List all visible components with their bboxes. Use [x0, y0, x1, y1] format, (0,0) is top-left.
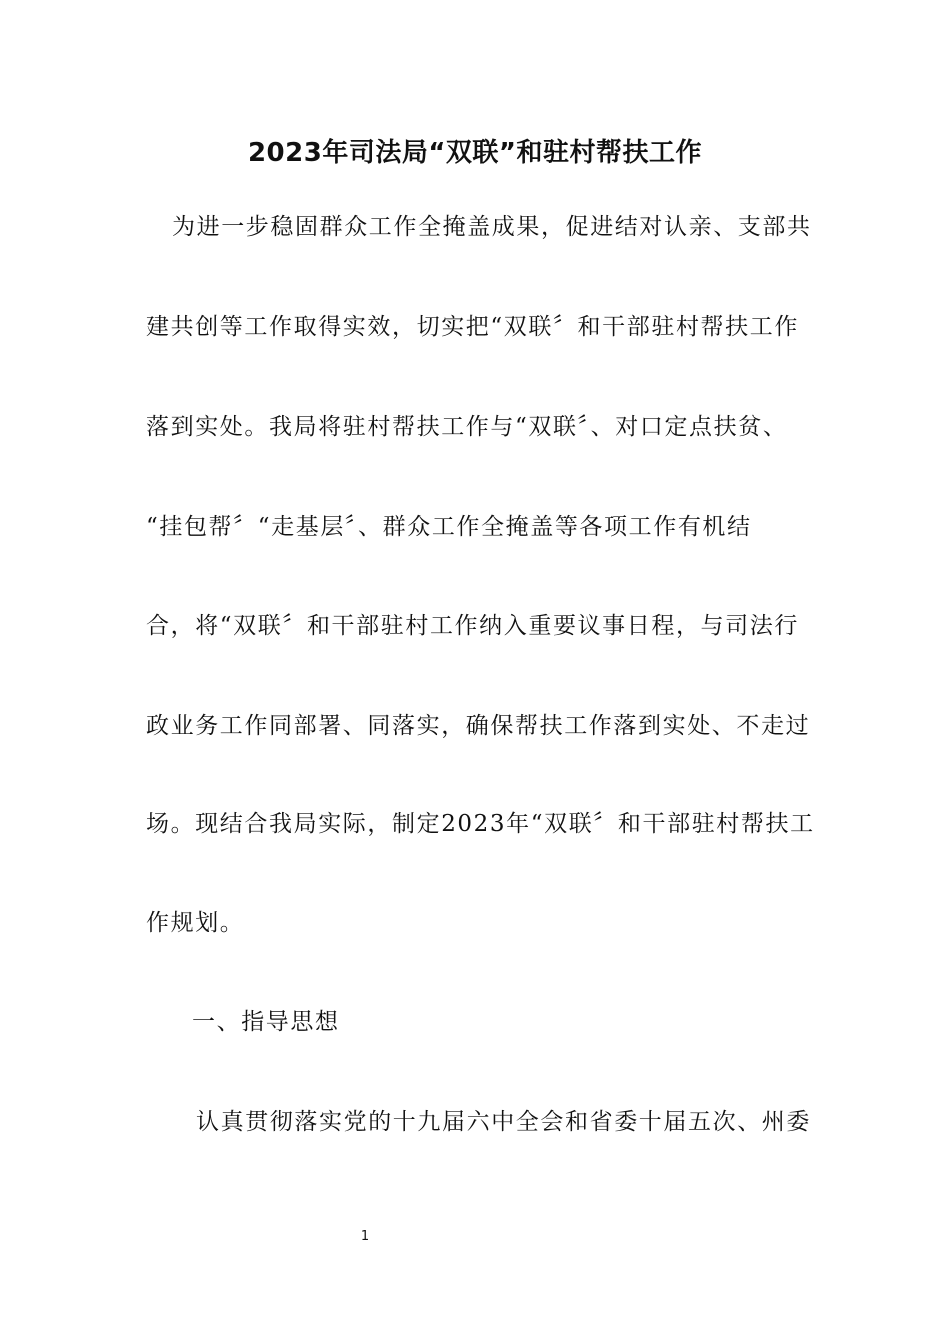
- paragraph-line-5: 合，将“双联〞和干部驻村工作纳入重要议事日程，与司法行: [146, 613, 799, 639]
- paragraph-line-7: 场。现结合我局实际，制定2023年“双联〞和干部驻村帮扶工: [146, 811, 815, 837]
- section-paragraph-line-1: 认真贯彻落实党的十九届六中全会和省委十届五次、州委: [196, 1109, 811, 1135]
- paragraph-line-6: 政业务工作同部署、同落实，确保帮扶工作落到实处、不走过: [146, 713, 811, 739]
- paragraph-line-3: 落到实处。我局将驻村帮扶工作与“双联〞、对口定点扶贫、: [146, 414, 788, 440]
- paragraph-line-1: 为进一步稳固群众工作全掩盖成果，促进结对认亲、支部共: [172, 214, 812, 240]
- document-title: 2023年司法局“双联”和驻村帮扶工作: [247, 138, 703, 168]
- paragraph-line-8: 作规划。: [146, 910, 245, 936]
- page-number: 1: [360, 1229, 370, 1244]
- section-heading: 一、指导思想: [192, 1009, 340, 1035]
- paragraph-line-4: “挂包帮〞“走基层〞、群众工作全掩盖等各项工作有机结: [146, 514, 752, 540]
- paragraph-line-2: 建共创等工作取得实效，切实把“双联〞和干部驻村帮扶工作: [146, 314, 799, 340]
